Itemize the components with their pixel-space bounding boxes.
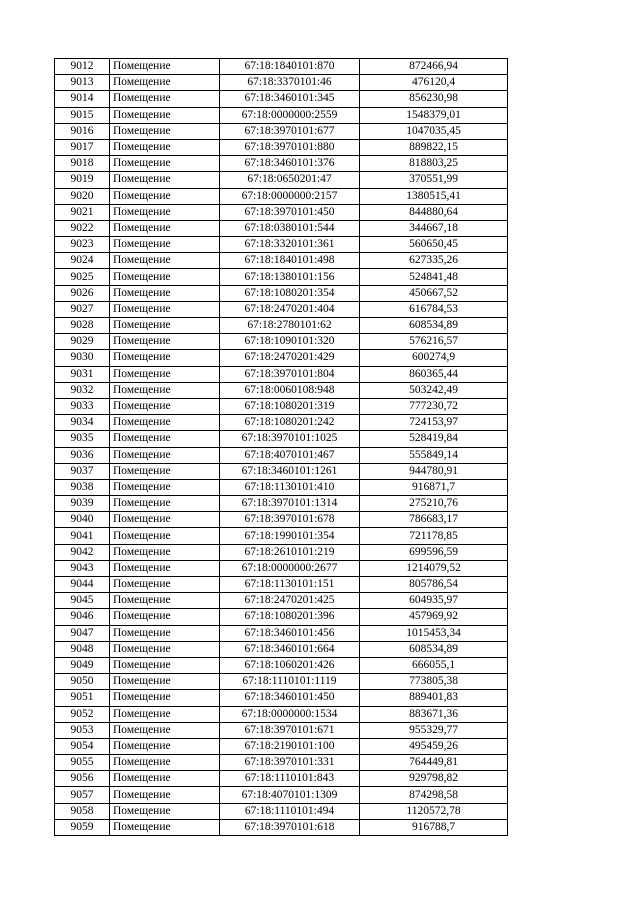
object-type-cell: Помещение — [110, 512, 220, 528]
table-row — [55, 269, 508, 285]
table-row — [55, 657, 508, 673]
row-number-cell: 9057 — [55, 787, 110, 803]
object-type-cell: Помещение — [110, 415, 220, 431]
table-row — [55, 301, 508, 317]
table-row — [55, 123, 508, 139]
table-row — [55, 577, 508, 593]
row-number-cell: 9035 — [55, 431, 110, 447]
row-number-cell: 9036 — [55, 447, 110, 463]
table-row — [55, 706, 508, 722]
object-type-cell: Помещение — [110, 253, 220, 269]
value-cell: 699596,59 — [360, 544, 508, 560]
cadastral-number-cell: 67:18:2610101:219 — [220, 544, 360, 560]
table-row — [55, 431, 508, 447]
row-number-cell: 9020 — [55, 188, 110, 204]
row-number-cell: 9051 — [55, 690, 110, 706]
table-row — [55, 625, 508, 641]
cadastral-number-cell: 67:18:3460101:450 — [220, 690, 360, 706]
value-cell: 524841,48 — [360, 269, 508, 285]
table-row — [55, 803, 508, 819]
object-type-cell: Помещение — [110, 560, 220, 576]
value-cell: 786683,17 — [360, 512, 508, 528]
object-type-cell: Помещение — [110, 528, 220, 544]
object-type-cell: Помещение — [110, 301, 220, 317]
value-cell: 627335,26 — [360, 253, 508, 269]
table-row — [55, 447, 508, 463]
table-row — [55, 366, 508, 382]
row-number-cell: 9032 — [55, 382, 110, 398]
object-type-cell: Помещение — [110, 738, 220, 754]
row-number-cell: 9027 — [55, 301, 110, 317]
object-type-cell: Помещение — [110, 334, 220, 350]
table-row — [55, 350, 508, 366]
value-cell: 874298,58 — [360, 787, 508, 803]
table-row — [55, 204, 508, 220]
object-type-cell: Помещение — [110, 398, 220, 414]
cadastral-number-cell: 67:18:1080201:319 — [220, 398, 360, 414]
object-type-cell: Помещение — [110, 609, 220, 625]
table-row — [55, 771, 508, 787]
object-type-cell: Помещение — [110, 447, 220, 463]
object-type-cell: Помещение — [110, 59, 220, 75]
cadastral-number-cell: 67:18:1080201:354 — [220, 285, 360, 301]
value-cell: 1214079,52 — [360, 560, 508, 576]
cadastral-number-cell: 67:18:2470201:429 — [220, 350, 360, 366]
value-cell: 476120,4 — [360, 75, 508, 91]
row-number-cell: 9033 — [55, 398, 110, 414]
row-number-cell: 9050 — [55, 674, 110, 690]
row-number-cell: 9056 — [55, 771, 110, 787]
table-row — [55, 334, 508, 350]
table-row — [55, 755, 508, 771]
value-cell: 457969,92 — [360, 609, 508, 625]
object-type-cell: Помещение — [110, 722, 220, 738]
row-number-cell: 9023 — [55, 237, 110, 253]
value-cell: 560650,45 — [360, 237, 508, 253]
cadastral-number-cell: 67:18:0060108:948 — [220, 382, 360, 398]
value-cell: 916788,7 — [360, 819, 508, 835]
object-type-cell: Помещение — [110, 657, 220, 673]
value-cell: 955329,77 — [360, 722, 508, 738]
object-type-cell: Помещение — [110, 577, 220, 593]
object-type-cell: Помещение — [110, 755, 220, 771]
table-row — [55, 285, 508, 301]
object-type-cell: Помещение — [110, 787, 220, 803]
value-cell: 777230,72 — [360, 398, 508, 414]
cadastral-number-cell: 67:18:1080201:396 — [220, 609, 360, 625]
object-type-cell: Помещение — [110, 156, 220, 172]
value-cell: 616784,53 — [360, 301, 508, 317]
row-number-cell: 9049 — [55, 657, 110, 673]
object-type-cell: Помещение — [110, 285, 220, 301]
table-row — [55, 787, 508, 803]
value-cell: 608534,89 — [360, 318, 508, 334]
row-number-cell: 9043 — [55, 560, 110, 576]
row-number-cell: 9015 — [55, 107, 110, 123]
value-cell: 576216,57 — [360, 334, 508, 350]
cadastral-number-cell: 67:18:0380101:544 — [220, 220, 360, 236]
row-number-cell: 9021 — [55, 204, 110, 220]
cadastral-number-cell: 67:18:3460101:345 — [220, 91, 360, 107]
table-row — [55, 641, 508, 657]
cadastral-number-cell: 67:18:1380101:156 — [220, 269, 360, 285]
value-cell: 1047035,45 — [360, 123, 508, 139]
cadastral-number-cell: 67:18:3970101:450 — [220, 204, 360, 220]
property-table — [54, 58, 508, 836]
table-row — [55, 722, 508, 738]
row-number-cell: 9017 — [55, 139, 110, 155]
value-cell: 370551,99 — [360, 172, 508, 188]
cadastral-number-cell: 67:18:2470201:425 — [220, 593, 360, 609]
table-row — [55, 593, 508, 609]
value-cell: 844880,64 — [360, 204, 508, 220]
row-number-cell: 9041 — [55, 528, 110, 544]
object-type-cell: Помещение — [110, 463, 220, 479]
table-row — [55, 59, 508, 75]
value-cell: 1380515,41 — [360, 188, 508, 204]
value-cell: 860365,44 — [360, 366, 508, 382]
table-row — [55, 544, 508, 560]
cadastral-number-cell: 67:18:0650201:47 — [220, 172, 360, 188]
value-cell: 883671,36 — [360, 706, 508, 722]
cadastral-number-cell: 67:18:3460101:376 — [220, 156, 360, 172]
row-number-cell: 9039 — [55, 496, 110, 512]
table-row — [55, 172, 508, 188]
value-cell: 929798,82 — [360, 771, 508, 787]
cadastral-number-cell: 67:18:0000000:1534 — [220, 706, 360, 722]
table-row — [55, 156, 508, 172]
cadastral-number-cell: 67:18:3970101:671 — [220, 722, 360, 738]
cadastral-number-cell: 67:18:2190101:100 — [220, 738, 360, 754]
value-cell: 495459,26 — [360, 738, 508, 754]
row-number-cell: 9022 — [55, 220, 110, 236]
value-cell: 450667,52 — [360, 285, 508, 301]
cadastral-number-cell: 67:18:1110101:843 — [220, 771, 360, 787]
cadastral-number-cell: 67:18:3970101:678 — [220, 512, 360, 528]
row-number-cell: 9026 — [55, 285, 110, 301]
table-row — [55, 382, 508, 398]
object-type-cell: Помещение — [110, 318, 220, 334]
object-type-cell: Помещение — [110, 803, 220, 819]
row-number-cell: 9052 — [55, 706, 110, 722]
table-row — [55, 738, 508, 754]
row-number-cell: 9029 — [55, 334, 110, 350]
cadastral-number-cell: 67:18:3970101:1025 — [220, 431, 360, 447]
table-row — [55, 91, 508, 107]
cadastral-number-cell: 67:18:1110101:494 — [220, 803, 360, 819]
value-cell: 773805,38 — [360, 674, 508, 690]
object-type-cell: Помещение — [110, 496, 220, 512]
row-number-cell: 9040 — [55, 512, 110, 528]
cadastral-number-cell: 67:18:1990101:354 — [220, 528, 360, 544]
value-cell: 805786,54 — [360, 577, 508, 593]
table-row — [55, 253, 508, 269]
row-number-cell: 9016 — [55, 123, 110, 139]
row-number-cell: 9013 — [55, 75, 110, 91]
object-type-cell: Помещение — [110, 91, 220, 107]
row-number-cell: 9028 — [55, 318, 110, 334]
object-type-cell: Помещение — [110, 350, 220, 366]
row-number-cell: 9044 — [55, 577, 110, 593]
value-cell: 503242,49 — [360, 382, 508, 398]
object-type-cell: Помещение — [110, 237, 220, 253]
table-row — [55, 609, 508, 625]
cadastral-number-cell: 67:18:1060201:426 — [220, 657, 360, 673]
row-number-cell: 9045 — [55, 593, 110, 609]
object-type-cell: Помещение — [110, 544, 220, 560]
table-row — [55, 318, 508, 334]
cadastral-number-cell: 67:18:3970101:618 — [220, 819, 360, 835]
row-number-cell: 9058 — [55, 803, 110, 819]
value-cell: 604935,97 — [360, 593, 508, 609]
table-row — [55, 560, 508, 576]
table-row — [55, 415, 508, 431]
cadastral-number-cell: 67:18:1840101:870 — [220, 59, 360, 75]
table-row — [55, 398, 508, 414]
row-number-cell: 9053 — [55, 722, 110, 738]
object-type-cell: Помещение — [110, 706, 220, 722]
row-number-cell: 9012 — [55, 59, 110, 75]
row-number-cell: 9025 — [55, 269, 110, 285]
value-cell: 916871,7 — [360, 479, 508, 495]
object-type-cell: Помещение — [110, 172, 220, 188]
cadastral-number-cell: 67:18:3970101:331 — [220, 755, 360, 771]
cadastral-number-cell: 67:18:1090101:320 — [220, 334, 360, 350]
row-number-cell: 9030 — [55, 350, 110, 366]
cadastral-number-cell: 67:18:3460101:664 — [220, 641, 360, 657]
value-cell: 889822,15 — [360, 139, 508, 155]
cadastral-number-cell: 67:18:0000000:2157 — [220, 188, 360, 204]
table-row — [55, 690, 508, 706]
value-cell: 608534,89 — [360, 641, 508, 657]
object-type-cell: Помещение — [110, 382, 220, 398]
cadastral-number-cell: 67:18:1110101:1119 — [220, 674, 360, 690]
value-cell: 666055,1 — [360, 657, 508, 673]
cadastral-number-cell: 67:18:3320101:361 — [220, 237, 360, 253]
table-row — [55, 463, 508, 479]
cadastral-number-cell: 67:18:3970101:804 — [220, 366, 360, 382]
row-number-cell: 9055 — [55, 755, 110, 771]
cadastral-number-cell: 67:18:0000000:2677 — [220, 560, 360, 576]
object-type-cell: Помещение — [110, 479, 220, 495]
value-cell: 721178,85 — [360, 528, 508, 544]
cadastral-number-cell: 67:18:3970101:677 — [220, 123, 360, 139]
value-cell: 344667,18 — [360, 220, 508, 236]
cadastral-number-cell: 67:18:3970101:880 — [220, 139, 360, 155]
value-cell: 528419,84 — [360, 431, 508, 447]
value-cell: 764449,81 — [360, 755, 508, 771]
row-number-cell: 9048 — [55, 641, 110, 657]
value-cell: 600274,9 — [360, 350, 508, 366]
value-cell: 275210,76 — [360, 496, 508, 512]
object-type-cell: Помещение — [110, 204, 220, 220]
object-type-cell: Помещение — [110, 366, 220, 382]
cadastral-number-cell: 67:18:3370101:46 — [220, 75, 360, 91]
row-number-cell: 9031 — [55, 366, 110, 382]
row-number-cell: 9042 — [55, 544, 110, 560]
cadastral-number-cell: 67:18:1130101:151 — [220, 577, 360, 593]
object-type-cell: Помещение — [110, 674, 220, 690]
row-number-cell: 9037 — [55, 463, 110, 479]
row-number-cell: 9024 — [55, 253, 110, 269]
value-cell: 555849,14 — [360, 447, 508, 463]
value-cell: 818803,25 — [360, 156, 508, 172]
value-cell: 1120572,78 — [360, 803, 508, 819]
row-number-cell: 9046 — [55, 609, 110, 625]
cadastral-number-cell: 67:18:0000000:2559 — [220, 107, 360, 123]
row-number-cell: 9038 — [55, 479, 110, 495]
table-row — [55, 139, 508, 155]
object-type-cell: Помещение — [110, 139, 220, 155]
object-type-cell: Помещение — [110, 593, 220, 609]
cadastral-number-cell: 67:18:2780101:62 — [220, 318, 360, 334]
table-row — [55, 674, 508, 690]
object-type-cell: Помещение — [110, 107, 220, 123]
value-cell: 1548379,01 — [360, 107, 508, 123]
table-row — [55, 220, 508, 236]
value-cell: 889401,83 — [360, 690, 508, 706]
object-type-cell: Помещение — [110, 690, 220, 706]
row-number-cell: 9014 — [55, 91, 110, 107]
cadastral-number-cell: 67:18:4070101:467 — [220, 447, 360, 463]
cadastral-number-cell: 67:18:4070101:1309 — [220, 787, 360, 803]
object-type-cell: Помещение — [110, 269, 220, 285]
row-number-cell: 9018 — [55, 156, 110, 172]
table-row — [55, 188, 508, 204]
table-row — [55, 479, 508, 495]
value-cell: 944780,91 — [360, 463, 508, 479]
object-type-cell: Помещение — [110, 75, 220, 91]
table-body — [55, 59, 508, 836]
row-number-cell: 9019 — [55, 172, 110, 188]
row-number-cell: 9054 — [55, 738, 110, 754]
row-number-cell: 9047 — [55, 625, 110, 641]
cadastral-number-cell: 67:18:3460101:1261 — [220, 463, 360, 479]
cadastral-number-cell: 67:18:1840101:498 — [220, 253, 360, 269]
object-type-cell: Помещение — [110, 431, 220, 447]
row-number-cell: 9034 — [55, 415, 110, 431]
value-cell: 724153,97 — [360, 415, 508, 431]
table-row — [55, 512, 508, 528]
table-row — [55, 528, 508, 544]
table-row — [55, 107, 508, 123]
object-type-cell: Помещение — [110, 819, 220, 835]
value-cell: 1015453,34 — [360, 625, 508, 641]
object-type-cell: Помещение — [110, 220, 220, 236]
table-row — [55, 75, 508, 91]
cadastral-number-cell: 67:18:1130101:410 — [220, 479, 360, 495]
cadastral-number-cell: 67:18:3970101:1314 — [220, 496, 360, 512]
cadastral-number-cell: 67:18:3460101:456 — [220, 625, 360, 641]
object-type-cell: Помещение — [110, 625, 220, 641]
table-row — [55, 496, 508, 512]
table-row — [55, 237, 508, 253]
value-cell: 856230,98 — [360, 91, 508, 107]
object-type-cell: Помещение — [110, 123, 220, 139]
value-cell: 872466,94 — [360, 59, 508, 75]
object-type-cell: Помещение — [110, 188, 220, 204]
table-row — [55, 819, 508, 835]
cadastral-number-cell: 67:18:2470201:404 — [220, 301, 360, 317]
cadastral-number-cell: 67:18:1080201:242 — [220, 415, 360, 431]
object-type-cell: Помещение — [110, 771, 220, 787]
object-type-cell: Помещение — [110, 641, 220, 657]
row-number-cell: 9059 — [55, 819, 110, 835]
